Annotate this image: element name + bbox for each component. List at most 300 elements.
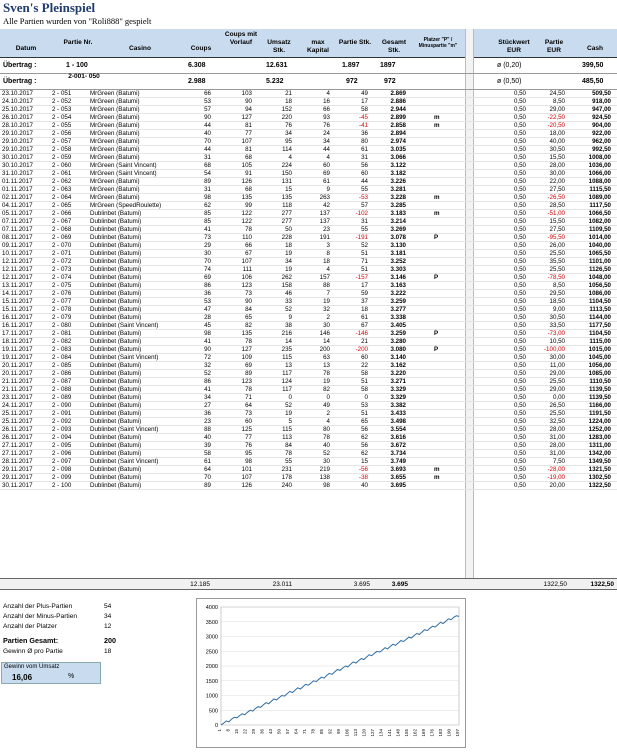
table-cell: 3.303: [390, 266, 406, 273]
table-cell: 3.271: [390, 378, 406, 385]
table-cell: 34: [285, 258, 292, 265]
col-umsatz: Umsatz Stk.: [267, 39, 291, 54]
table-cell: 93: [323, 114, 330, 121]
x-tick-label: 106: [344, 729, 350, 737]
table-row: [0, 98, 617, 106]
table-cell: Dublinbet (Batumi): [90, 378, 142, 385]
uebertrag-partie: 972: [346, 78, 358, 85]
x-tick-label: 176: [429, 729, 435, 737]
table-row: [0, 170, 617, 178]
table-cell: -191: [355, 234, 368, 241]
table-cell: 94: [245, 106, 252, 113]
table-cell: 4: [326, 154, 330, 161]
table-cell: 72: [204, 354, 211, 361]
table-cell: 117: [282, 370, 292, 377]
table-cell: 45: [204, 322, 211, 329]
table-cell: 25.11.2017: [2, 410, 33, 417]
total-cash: 1322,50: [590, 581, 614, 588]
table-cell: 3.078: [390, 234, 406, 241]
table-cell: 0,50: [513, 106, 526, 113]
table-cell: 0,50: [513, 274, 526, 281]
table-cell: m: [434, 210, 440, 217]
table-cell: 1144,00: [588, 314, 611, 321]
table-cell: 0,50: [513, 234, 526, 241]
table-cell: 1139,50: [588, 386, 611, 393]
table-cell: 4: [326, 418, 330, 425]
table-cell: 0,50: [513, 378, 526, 385]
col-partie-eur: Partie EUR: [544, 39, 564, 54]
table-cell: 1065,50: [588, 250, 611, 257]
table-cell: 2 - 053: [52, 106, 72, 113]
table-row: [0, 274, 617, 282]
table-row: [0, 450, 617, 458]
table-cell: 28.10.2017: [2, 122, 33, 129]
table-row: [0, 282, 617, 290]
table-row: [0, 330, 617, 338]
uebertrag-umsatz: 12.631: [266, 62, 288, 69]
table-cell: 14: [285, 338, 292, 345]
table-cell: 19: [323, 378, 330, 385]
table-cell: 15: [285, 186, 292, 193]
table-cell: 65: [245, 314, 252, 321]
table-cell: 18: [361, 306, 368, 313]
table-cell: 20,00: [549, 482, 565, 489]
table-cell: 31: [204, 186, 211, 193]
table-cell: 40,00: [549, 138, 565, 145]
table-cell: 2 - 065: [52, 202, 72, 209]
table-cell: 4: [288, 154, 292, 161]
table-cell: 3.226: [390, 178, 406, 185]
table-cell: 80: [361, 138, 368, 145]
table-cell: 2 - 086: [52, 370, 72, 377]
table-row: [0, 426, 617, 434]
table-cell: 20.11.2017: [2, 362, 33, 369]
table-cell: Dublinbet (Batumi): [90, 266, 142, 273]
table-cell: 1126,50: [588, 266, 611, 273]
table-cell: 2.886: [390, 98, 406, 105]
table-cell: 68: [204, 162, 211, 169]
table-cell: 0,50: [513, 354, 526, 361]
x-tick-label: 99: [336, 729, 341, 735]
table-cell: 86: [204, 282, 211, 289]
table-cell: MrGreen (Batumi): [90, 178, 140, 185]
table-cell: 09.11.2017: [2, 242, 33, 249]
table-cell: 1088,00: [588, 178, 611, 185]
table-cell: 111: [242, 266, 252, 273]
table-cell: 2 - 059: [52, 154, 72, 161]
col-max-kapital: max Kapital: [307, 39, 329, 54]
table-cell: 106: [241, 274, 252, 281]
table-cell: 3.220: [390, 370, 406, 377]
table-cell: 70: [204, 474, 211, 481]
uebertrag-coups: 2.988: [188, 78, 206, 85]
table-cell: 2 - 068: [52, 226, 72, 233]
table-cell: 30.11.2017: [2, 482, 33, 489]
table-cell: 1082,00: [588, 218, 611, 225]
table-cell: 23.10.2017: [2, 90, 33, 97]
x-tick-label: 148: [395, 729, 401, 737]
table-cell: 0,50: [513, 362, 526, 369]
table-cell: 2 - 070: [52, 242, 72, 249]
y-tick-label: 2000: [205, 664, 218, 670]
table-cell: 0,50: [513, 186, 526, 193]
table-cell: 25,50: [549, 378, 565, 385]
table-cell: 55: [361, 186, 368, 193]
table-cell: 1349,50: [588, 458, 611, 465]
table-cell: 2 - 069: [52, 234, 72, 241]
table-cell: Dublinbet (Batumi): [90, 210, 142, 217]
table-cell: -53: [359, 194, 368, 201]
table-cell: 114: [282, 146, 292, 153]
table-cell: 231: [281, 466, 292, 473]
table-cell: 2 - 067: [52, 218, 72, 225]
table-cell: 0,50: [513, 418, 526, 425]
table-cell: 61: [323, 178, 330, 185]
table-cell: Dublinbet (Batumi): [90, 394, 142, 401]
table-cell: 220: [281, 114, 292, 121]
table-cell: 0,50: [513, 394, 526, 401]
table-row: [0, 378, 617, 386]
table-cell: -22,50: [547, 114, 565, 121]
table-cell: 4: [326, 90, 330, 97]
table-cell: 66: [204, 90, 211, 97]
table-cell: 21: [361, 338, 368, 345]
table-row: [0, 402, 617, 410]
table-cell: 2 - 075: [52, 282, 72, 289]
table-cell: 90: [204, 114, 211, 121]
table-cell: 27.11.2017: [2, 442, 33, 449]
table-cell: 3.281: [390, 186, 406, 193]
table-cell: 3.277: [390, 306, 406, 313]
table-cell: 137: [319, 218, 330, 225]
table-cell: 135: [241, 194, 252, 201]
table-cell: 8: [326, 250, 330, 257]
table-cell: 19.11.2017: [2, 354, 33, 361]
table-cell: 0,50: [513, 306, 526, 313]
table-cell: 12.11.2017: [2, 274, 33, 281]
table-cell: 2.869: [390, 90, 406, 97]
table-cell: 1045,00: [588, 354, 611, 361]
table-row: [0, 466, 617, 474]
table-cell: Dublinbet (Batumi): [90, 410, 142, 417]
table-cell: 0,50: [513, 482, 526, 489]
table-cell: 1036,00: [588, 162, 611, 169]
table-cell: 29: [204, 242, 211, 249]
table-cell: 86: [204, 378, 211, 385]
table-cell: 1048,00: [588, 274, 611, 281]
table-cell: 2 - 071: [52, 250, 72, 257]
table-cell: 0,50: [513, 458, 526, 465]
table-row: [0, 258, 617, 266]
x-tick-label: 190: [446, 729, 452, 737]
table-cell: 3.672: [390, 442, 406, 449]
table-cell: 0,50: [513, 154, 526, 161]
table-cell: 1224,00: [588, 418, 611, 425]
table-cell: 0,50: [513, 410, 526, 417]
table-cell: P: [434, 234, 439, 241]
table-cell: -20,50: [547, 122, 565, 129]
table-cell: 0,50: [513, 242, 526, 249]
table-row: [0, 218, 617, 226]
x-tick-label: 155: [404, 729, 409, 737]
uebertrag-stueck: ø (0,50): [497, 78, 522, 85]
table-cell: 3.080: [390, 346, 406, 353]
table-cell: MrGreen (Batumi): [90, 154, 140, 161]
table-cell: 3.734: [390, 450, 406, 457]
table-cell: m: [434, 474, 440, 481]
table-cell: 2.899: [390, 114, 406, 121]
table-cell: 0,50: [513, 90, 526, 97]
table-cell: 125: [241, 426, 252, 433]
table-cell: 115: [282, 354, 292, 361]
table-cell: 26.11.2017: [2, 426, 33, 433]
table-cell: Dublinbet (Batumi): [90, 274, 142, 281]
table-cell: -19,00: [547, 474, 565, 481]
table-cell: 41: [204, 338, 211, 345]
table-cell: 103: [241, 90, 252, 97]
table-cell: 29,50: [549, 290, 565, 297]
total-gesamt: 3.695: [391, 581, 408, 588]
table-cell: 58: [361, 370, 368, 377]
table-cell: 30,50: [549, 146, 565, 153]
table-cell: 55: [285, 458, 292, 465]
table-cell: 3.285: [390, 202, 406, 209]
uebertrag-label: Übertrag :: [3, 78, 37, 85]
table-cell: 3.035: [390, 146, 406, 153]
table-cell: MrGreen (Saint Vincent): [90, 170, 157, 177]
table-cell: P: [434, 330, 439, 337]
table-cell: 67: [361, 322, 368, 329]
table-cell: 2 - 092: [52, 418, 72, 425]
table-cell: 3.498: [390, 418, 406, 425]
table-cell: 28,00: [549, 442, 565, 449]
stat-gewinn-label: Gewinn Ø pro Partie: [3, 648, 63, 655]
table-cell: 2 - 077: [52, 298, 72, 305]
y-tick-label: 2500: [205, 649, 218, 656]
table-cell: Dublinbet (Batumi): [90, 282, 142, 289]
table-row: [0, 370, 617, 378]
table-cell: 2.944: [390, 106, 406, 113]
table-cell: 68: [245, 154, 252, 161]
table-cell: 0,50: [513, 346, 526, 353]
y-tick-label: 500: [208, 708, 218, 715]
table-cell: 138: [319, 474, 330, 481]
table-cell: 9: [288, 314, 292, 321]
table-cell: 61: [204, 458, 211, 465]
table-cell: 110: [242, 234, 252, 241]
table-cell: 0,50: [513, 226, 526, 233]
table-cell: 8,50: [552, 282, 565, 289]
table-cell: 12.11.2017: [2, 258, 33, 265]
table-cell: 123: [241, 282, 252, 289]
table-cell: 52: [204, 370, 211, 377]
table-row: [0, 354, 617, 362]
table-cell: 22,00: [549, 178, 565, 185]
table-cell: 91: [245, 170, 252, 177]
table-cell: 2 - 099: [52, 474, 72, 481]
table-row: [0, 202, 617, 210]
table-cell: 29.10.2017: [2, 130, 33, 137]
table-cell: 992,50: [592, 146, 611, 153]
table-cell: 61: [361, 314, 368, 321]
table-cell: 01.11.2017: [2, 186, 33, 193]
table-cell: 2 - 079: [52, 314, 72, 321]
table-cell: 33,50: [549, 322, 565, 329]
table-cell: 18.11.2017: [2, 338, 33, 345]
table-cell: MrGreen (Batumi): [90, 186, 140, 193]
page-subtitle: Alle Partien wurden von "Roli888" gespielt: [3, 16, 152, 26]
table-cell: 0,50: [513, 322, 526, 329]
table-cell: 98: [204, 194, 211, 201]
x-tick-label: 50: [276, 729, 282, 735]
table-cell: 1089,00: [588, 194, 611, 201]
table-cell: 0,50: [513, 210, 526, 217]
table-header: [0, 29, 617, 58]
table-cell: 12.11.2017: [2, 266, 33, 273]
uebertrag-gesamt: 1897: [380, 62, 396, 69]
table-cell: 3.693: [390, 466, 406, 473]
table-cell: 1283,00: [588, 434, 611, 441]
table-cell: 1056,00: [588, 362, 611, 369]
table-cell: 1015,00: [588, 346, 611, 353]
total-partie: 3.695: [353, 581, 370, 588]
table-cell: 107: [241, 258, 252, 265]
table-cell: 918,00: [592, 98, 611, 105]
table-cell: 240: [281, 482, 292, 489]
table-cell: 36: [204, 290, 211, 297]
table-cell: 56: [361, 442, 368, 449]
table-cell: -41: [359, 122, 368, 129]
table-cell: 137: [319, 210, 330, 217]
table-cell: Dublinbet (Batumi): [90, 242, 142, 249]
table-cell: 0,50: [513, 138, 526, 145]
table-cell: 61: [361, 146, 368, 153]
table-cell: 0: [364, 394, 368, 401]
table-cell: 30,50: [549, 314, 565, 321]
col-stueckwert: Stückwert EUR: [498, 39, 530, 54]
table-cell: m: [434, 122, 440, 129]
table-cell: 0,50: [513, 298, 526, 305]
table-cell: 82: [323, 386, 330, 393]
table-cell: 2 - 100: [52, 482, 72, 489]
table-cell: 69: [204, 274, 211, 281]
table-cell: 1117,50: [589, 202, 611, 209]
table-cell: 51: [361, 250, 368, 257]
table-cell: -56: [359, 466, 368, 473]
table-cell: 04.11.2017: [2, 202, 33, 209]
x-tick-label: 29: [251, 729, 256, 735]
table-cell: 1166,00: [588, 402, 611, 409]
table-cell: Dublinbet (Batumi): [90, 226, 142, 233]
table-cell: 126: [241, 178, 252, 185]
table-cell: 3.214: [390, 218, 406, 225]
table-row: [0, 90, 617, 98]
table-cell: 25,50: [549, 250, 565, 257]
x-tick-label: 169: [421, 729, 426, 737]
table-cell: 21: [285, 90, 292, 97]
table-cell: 1085,00: [588, 370, 611, 377]
table-cell: 3.183: [390, 210, 406, 217]
table-cell: 2 - 078: [52, 306, 72, 313]
table-row: [0, 106, 617, 114]
table-cell: 29.11.2017: [2, 466, 33, 473]
x-tick-label: 127: [370, 729, 375, 737]
table-cell: 99: [245, 202, 252, 209]
table-cell: 3.329: [390, 386, 406, 393]
table-cell: 64: [245, 402, 252, 409]
table-cell: 2 - 072: [52, 258, 72, 265]
table-cell: 2 - 063: [52, 186, 72, 193]
table-cell: 2 - 058: [52, 146, 72, 153]
table-row: [0, 266, 617, 274]
table-cell: 8,50: [552, 98, 565, 105]
table-cell: 150: [281, 170, 292, 177]
table-cell: 3: [326, 242, 330, 249]
table-cell: 3.259: [390, 330, 406, 337]
table-cell: 0,50: [513, 466, 526, 473]
table-row: [0, 210, 617, 218]
table-cell: 1252,00: [588, 426, 611, 433]
table-cell: 29,00: [549, 386, 565, 393]
table-cell: Dublinbet (Batumi): [90, 298, 142, 305]
table-row: [0, 346, 617, 354]
col-partie-stk: Partie Stk.: [338, 39, 372, 46]
table-cell: -100,00: [544, 346, 565, 353]
gain-value: 16,06: [12, 673, 33, 682]
table-cell: Dublinbet (Saint Vincent): [90, 354, 159, 361]
table-cell: 29.11.2017: [2, 474, 33, 481]
table-cell: 0,50: [513, 314, 526, 321]
uebertrag-cash: 485,50: [582, 78, 604, 85]
table-cell: 71: [361, 258, 368, 265]
table-cell: 2 - 095: [52, 442, 72, 449]
table-cell: MrGreen (Batumi): [90, 130, 140, 137]
table-row: [0, 482, 617, 490]
table-cell: 01.11.2017: [2, 178, 33, 185]
table-cell: 1066,50: [588, 210, 611, 217]
table-cell: 107: [241, 138, 252, 145]
table-cell: 05.11.2017: [2, 210, 33, 217]
table-cell: 26,50: [549, 402, 565, 409]
table-cell: 51: [361, 410, 368, 417]
table-cell: 219: [319, 466, 330, 473]
table-cell: 40: [204, 434, 211, 441]
table-cell: 07.11.2017: [2, 226, 33, 233]
table-cell: Dublinbet (Batumi): [90, 290, 142, 297]
table-cell: 14: [323, 338, 330, 345]
table-cell: 81: [245, 146, 252, 153]
table-cell: 200: [319, 346, 330, 353]
table-row: [0, 242, 617, 250]
table-cell: 0,00: [552, 394, 565, 401]
table-cell: 0,50: [513, 338, 526, 345]
table-cell: 2 - 093: [52, 426, 72, 433]
table-cell: 1113,50: [589, 306, 611, 313]
table-cell: 7,50: [552, 458, 565, 465]
x-tick-label: 183: [438, 729, 443, 737]
col-partie: Partie Nr.: [63, 39, 93, 46]
uebertrag-gesamt: 972: [384, 78, 396, 85]
table-row: [0, 114, 617, 122]
table-cell: 95: [285, 138, 292, 145]
table-cell: Dublinbet (Batumi): [90, 314, 142, 321]
table-cell: 16.11.2017: [2, 322, 33, 329]
table-cell: 17.11.2017: [2, 330, 33, 337]
table-row: [0, 386, 617, 394]
table-cell: Dublinbet (Batumi): [90, 450, 142, 457]
y-tick-label: 4000: [205, 605, 218, 611]
table-row: [0, 194, 617, 202]
